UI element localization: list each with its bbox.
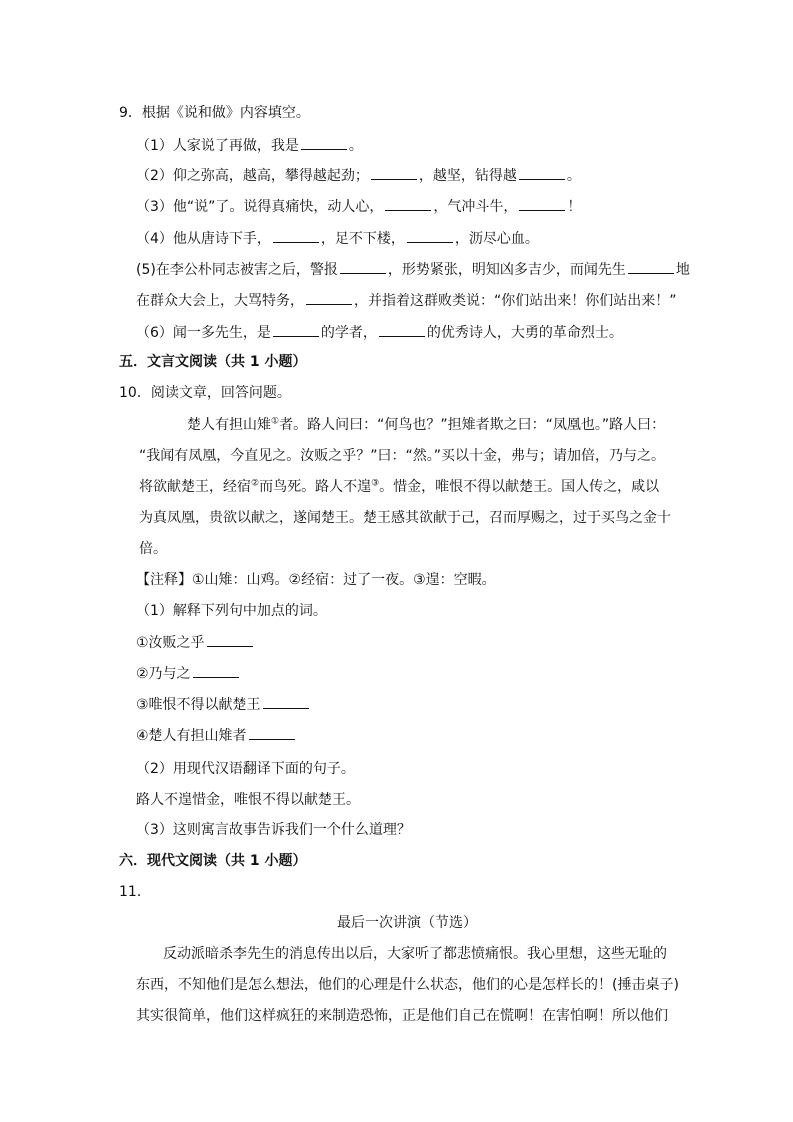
q9-line-5-cont xyxy=(136,290,677,311)
q9-l6a: （6）闻一多先生，是 xyxy=(136,325,271,341)
q11-number: 11． xyxy=(119,884,151,900)
q11-article-title: 最后一次讲演（节选） xyxy=(337,915,477,931)
q10-passage-line-2: “我闻有凤凰，今直见之。汝贩之乎？”曰：“然。”买以十金，弗与；请加倍，乃与之。 xyxy=(139,448,666,464)
q9-line-5 xyxy=(136,259,690,280)
passage-text: 。惜金，唯恨不得以献楚王。国人传之，咸以 xyxy=(379,479,660,495)
q10-word-2 xyxy=(136,663,241,684)
q10-passage-line-3 xyxy=(139,477,659,497)
q9-line-2 xyxy=(136,165,581,186)
answer-blank xyxy=(628,259,674,274)
q9-line-4 xyxy=(136,228,539,249)
q9-l2a: （2）仰之弥高，越高，攀得越起劲； xyxy=(136,168,369,184)
q9-l5a: (5)在李公朴同志被害之后，警报 xyxy=(136,262,338,278)
q9-l5e: ，并指着这群败类说：“你们站出来！你们站出来！” xyxy=(354,293,677,309)
q9-l4a: （4）他从唐诗下手， xyxy=(136,231,271,247)
q9-l4c: ，沥尽心血。 xyxy=(454,231,539,247)
q10-passage-line-5: 倍。 xyxy=(139,541,167,557)
answer-blank xyxy=(249,725,295,740)
passage-text: 而鸟死。路人不遑 xyxy=(259,479,372,495)
q10-passage-line-1 xyxy=(187,415,665,435)
q9-title: 9．根据《说和做》内容填空。 xyxy=(119,105,310,121)
footnote-mark-1: ① xyxy=(271,416,280,427)
q11-paragraph-line-2: 东西，不知他们是怎么想法，他们的心理是什么状态，他们的心是怎样长的！(捶击桌子) xyxy=(136,977,679,993)
footnote-mark-2: ② xyxy=(251,478,260,489)
q9-l3b: ，气冲斗牛， xyxy=(433,199,518,215)
q9-l3-end: ！ xyxy=(567,199,582,215)
answer-blank xyxy=(407,228,453,243)
q10-sub-question-1: （1）解释下列句中加点的词。 xyxy=(136,603,327,619)
q10-sub-question-3: （3）这则寓言故事告诉我们一个什么道理？ xyxy=(136,822,411,838)
q10-annotation: 【注释】①山雉：山鸡。②经宿：过了一夜。③遑：空暇。 xyxy=(136,572,496,588)
passage-text: 将欲献楚王，经宿 xyxy=(139,479,251,495)
q9-l5c: 地 xyxy=(675,262,690,278)
q9-line-3 xyxy=(136,196,581,217)
word-item: ②乃与之 xyxy=(136,666,191,682)
passage-text: 楚人有担山雉 xyxy=(187,417,271,433)
word-item: ①汝贩之乎 xyxy=(136,635,205,651)
q9-l3a: （3）他“说”了。说得真痛快，动人心， xyxy=(136,199,384,215)
answer-blank xyxy=(385,196,431,211)
q10-word-4 xyxy=(136,725,297,746)
footnote-mark-3: ③ xyxy=(371,478,380,489)
answer-blank xyxy=(371,165,417,180)
answer-blank xyxy=(519,196,565,211)
q9-line-6 xyxy=(136,322,623,343)
answer-blank xyxy=(263,694,309,709)
word-item: ③唯恨不得以献楚王 xyxy=(136,697,261,713)
answer-blank xyxy=(519,165,565,180)
q9-l6c: 的优秀诗人，大勇的革命烈士。 xyxy=(426,325,623,341)
answer-blank xyxy=(273,322,319,337)
section-heading-6: 六．现代文阅读（共 1 小题） xyxy=(119,853,307,869)
q9-l1-end: 。 xyxy=(348,138,363,154)
answer-blank xyxy=(306,290,352,305)
answer-blank xyxy=(301,135,347,150)
q9-line-1 xyxy=(136,135,363,156)
q10-word-3 xyxy=(136,694,311,715)
q10-title: 10．阅读文章，回答问题。 xyxy=(119,385,291,401)
q9-l1-text: （1）人家说了再做，我是 xyxy=(136,138,299,154)
q9-l4b: ，足不下楼， xyxy=(320,231,405,247)
answer-blank xyxy=(207,632,253,647)
section-heading-5: 五．文言文阅读（共 1 小题） xyxy=(119,354,307,370)
q9-l6b: 的学者， xyxy=(320,325,377,341)
q9-l5d: 在群众大会上，大骂特务， xyxy=(136,293,304,309)
answer-blank xyxy=(340,259,386,274)
q10-word-1 xyxy=(136,632,255,653)
q9-l2-end: 。 xyxy=(566,168,581,184)
q11-paragraph-line-3: 其实很简单，他们这样疯狂的来制造恐怖，正是他们自己在慌啊！在害怕啊！所以他们 xyxy=(136,1008,668,1024)
word-item: ④楚人有担山雉者 xyxy=(136,728,247,744)
answer-blank xyxy=(379,322,425,337)
q11-paragraph-line-1: 反动派暗杀李先生的消息传出以后，大家听了都悲愤痛恨。我心里想，这些无耻的 xyxy=(163,946,667,962)
q10-sub-question-2: （2）用现代汉语翻译下面的句子。 xyxy=(136,761,355,777)
q9-l2b: ，越坚，钻得越 xyxy=(418,168,517,184)
q10-translate-sentence: 路人不遑惜金，唯恨不得以献楚王。 xyxy=(136,792,360,808)
passage-text: 者。路人问曰：“何鸟也？”担雉者欺之曰：“凤凰也。”路人曰： xyxy=(279,417,666,433)
answer-blank xyxy=(193,663,239,678)
q9-l5b: ，形势紧张，明知凶多吉少，而闻先生 xyxy=(387,262,626,278)
q10-passage-line-4: 为真凤凰，贵欲以献之，遂闻楚王。楚王感其欲献于己，召而厚赐之，过于买鸟之金十 xyxy=(139,510,671,526)
answer-blank xyxy=(273,228,319,243)
